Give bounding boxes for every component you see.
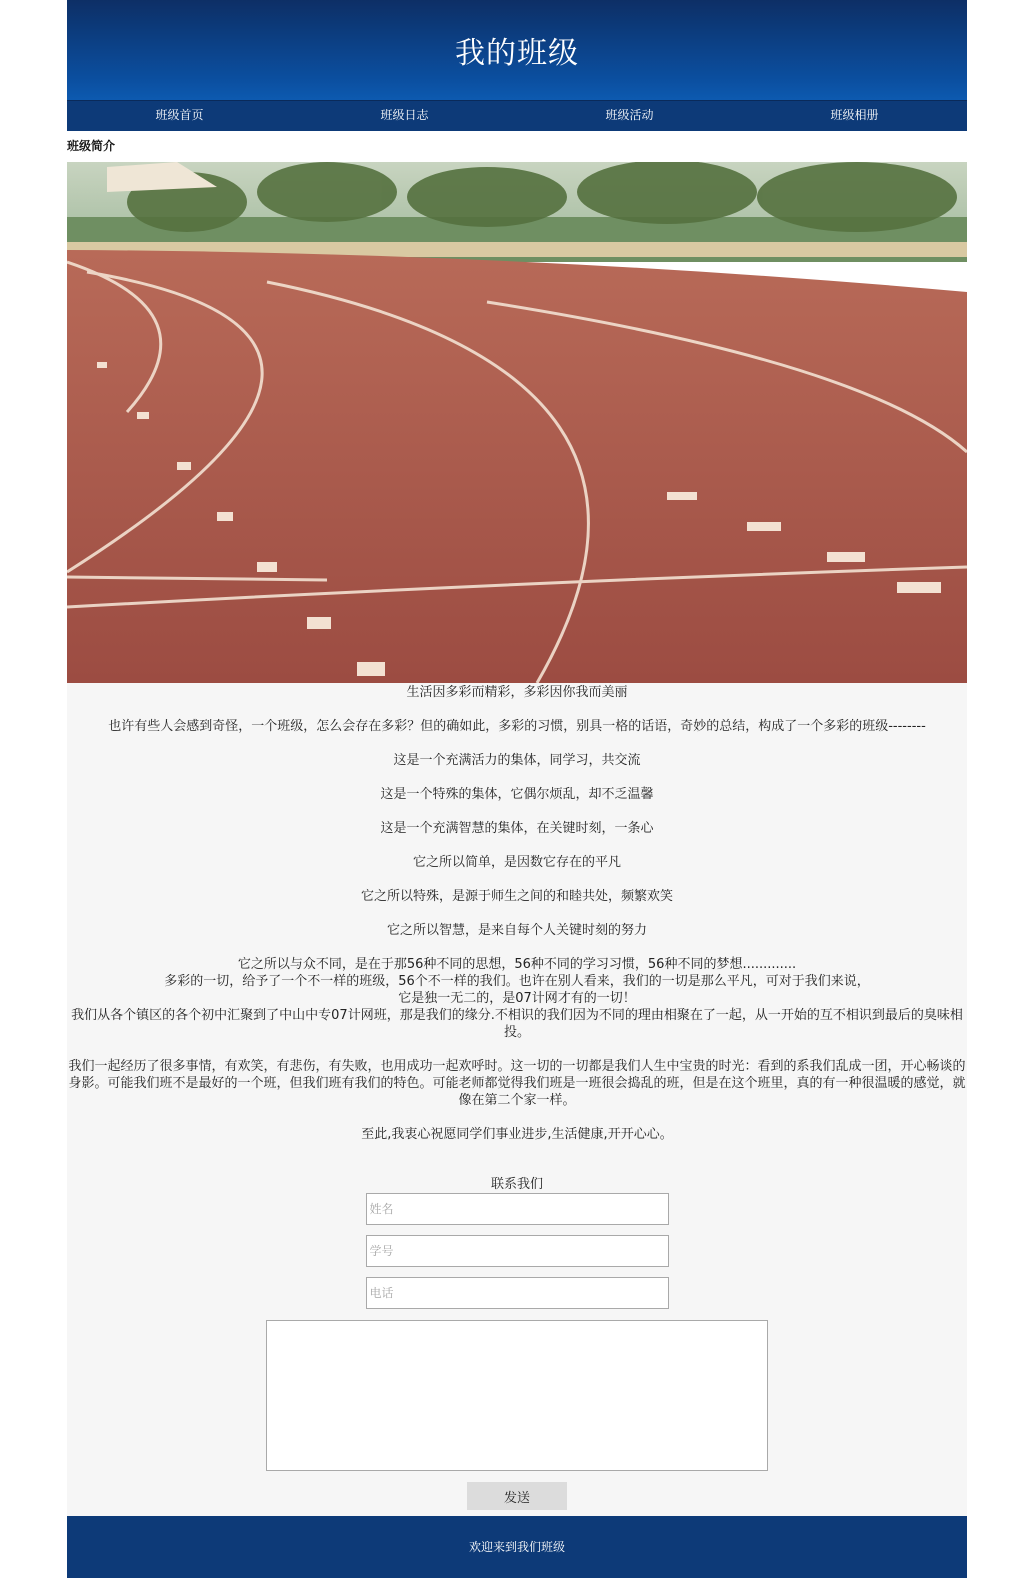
article-paragraph: 这是一个充满活力的集体，同学习，共交流 — [393, 753, 641, 768]
article-paragraph: 它之所以特殊，是源于师生之间的和睦共处，频繁欢笑 — [360, 889, 673, 904]
nav-item-log[interactable]: 班级日志 — [380, 108, 429, 122]
nav-item-activities[interactable]: 班级活动 — [605, 108, 654, 122]
article-paragraph: 这是一个特殊的集体，它偶尔烦乱，却不乏温馨 — [380, 787, 654, 802]
student-id-input[interactable] — [366, 1235, 669, 1267]
article-paragraph: 也许有些人会感到奇怪，一个班级，怎么会存在多彩？但的确如此，多彩的习惯，别具一格的话语，奇妙的总结，构成了一个多彩的班级-------- — [108, 719, 926, 734]
nav-bar — [67, 100, 967, 131]
message-textarea[interactable] — [266, 1320, 768, 1471]
running-track-image — [67, 162, 967, 683]
nav-item-home[interactable]: 班级首页 — [155, 108, 204, 122]
header — [67, 0, 967, 100]
nav-item-album[interactable]: 班级相册 — [830, 108, 879, 122]
article-paragraph: 我们从各个镇区的各个初中汇聚到了中山中专07计网班，那是我们的缘分.不相识的我们因为不同的理由相聚在了一起，从一开始的互不相识到最后的臭味相投。 — [71, 1008, 963, 1040]
article-paragraph: 它是独一无二的，是07计网才有的一切！ — [398, 991, 636, 1006]
article-paragraph: 这是一个充满智慧的集体，在关键时刻，一条心 — [380, 821, 654, 836]
page — [67, 0, 967, 1581]
article-paragraph: 多彩的一切，给予了一个不一样的班级，56个不一样的我们。也许在别人看来，我们的一切是那么平凡，可对于我们来说， — [164, 974, 870, 989]
article — [67, 683, 967, 1516]
article-paragraph: 它之所以智慧，是来自每个人关键时刻的努力 — [386, 923, 647, 938]
page-title: 我的班级 — [455, 36, 579, 71]
article-paragraph: 生活因多彩而精彩，多彩因你我而美丽 — [406, 685, 628, 700]
article-paragraph: 我们一起经历了很多事情，有欢笑，有悲伤，有失败，也用成功一起欢呼时。这一切的一切都是我们人生中宝贵的时光：看到的系我们乱成一团，开心畅谈的身影。可能我们班不是最好的一个班，但我们班有我们的特色。可能老师都觉得我们班是一班很会捣乱的班，但是在这个班里，真的有一种很温暖的感觉，就像在第二个家一样。 — [68, 1059, 966, 1108]
footer: 欢迎来到我们班级 — [67, 1516, 967, 1578]
phone-input[interactable] — [366, 1277, 669, 1309]
section-title: 班级简介 — [67, 139, 116, 153]
contact-title: 联系我们 — [490, 1177, 543, 1192]
contact-form — [67, 1193, 967, 1510]
article-paragraph: 至此,我衷心祝愿同学们事业进步,生活健康,开开心心。 — [361, 1127, 673, 1142]
send-button[interactable]: 发送 — [467, 1482, 567, 1510]
article-paragraph: 它之所以简单，是因数它存在的平凡 — [412, 855, 621, 870]
article-paragraph: 它之所以与众不同，是在于那56种不同的思想，56种不同的学习习惯，56种不同的梦想............. — [237, 957, 797, 972]
name-input[interactable] — [366, 1193, 669, 1225]
